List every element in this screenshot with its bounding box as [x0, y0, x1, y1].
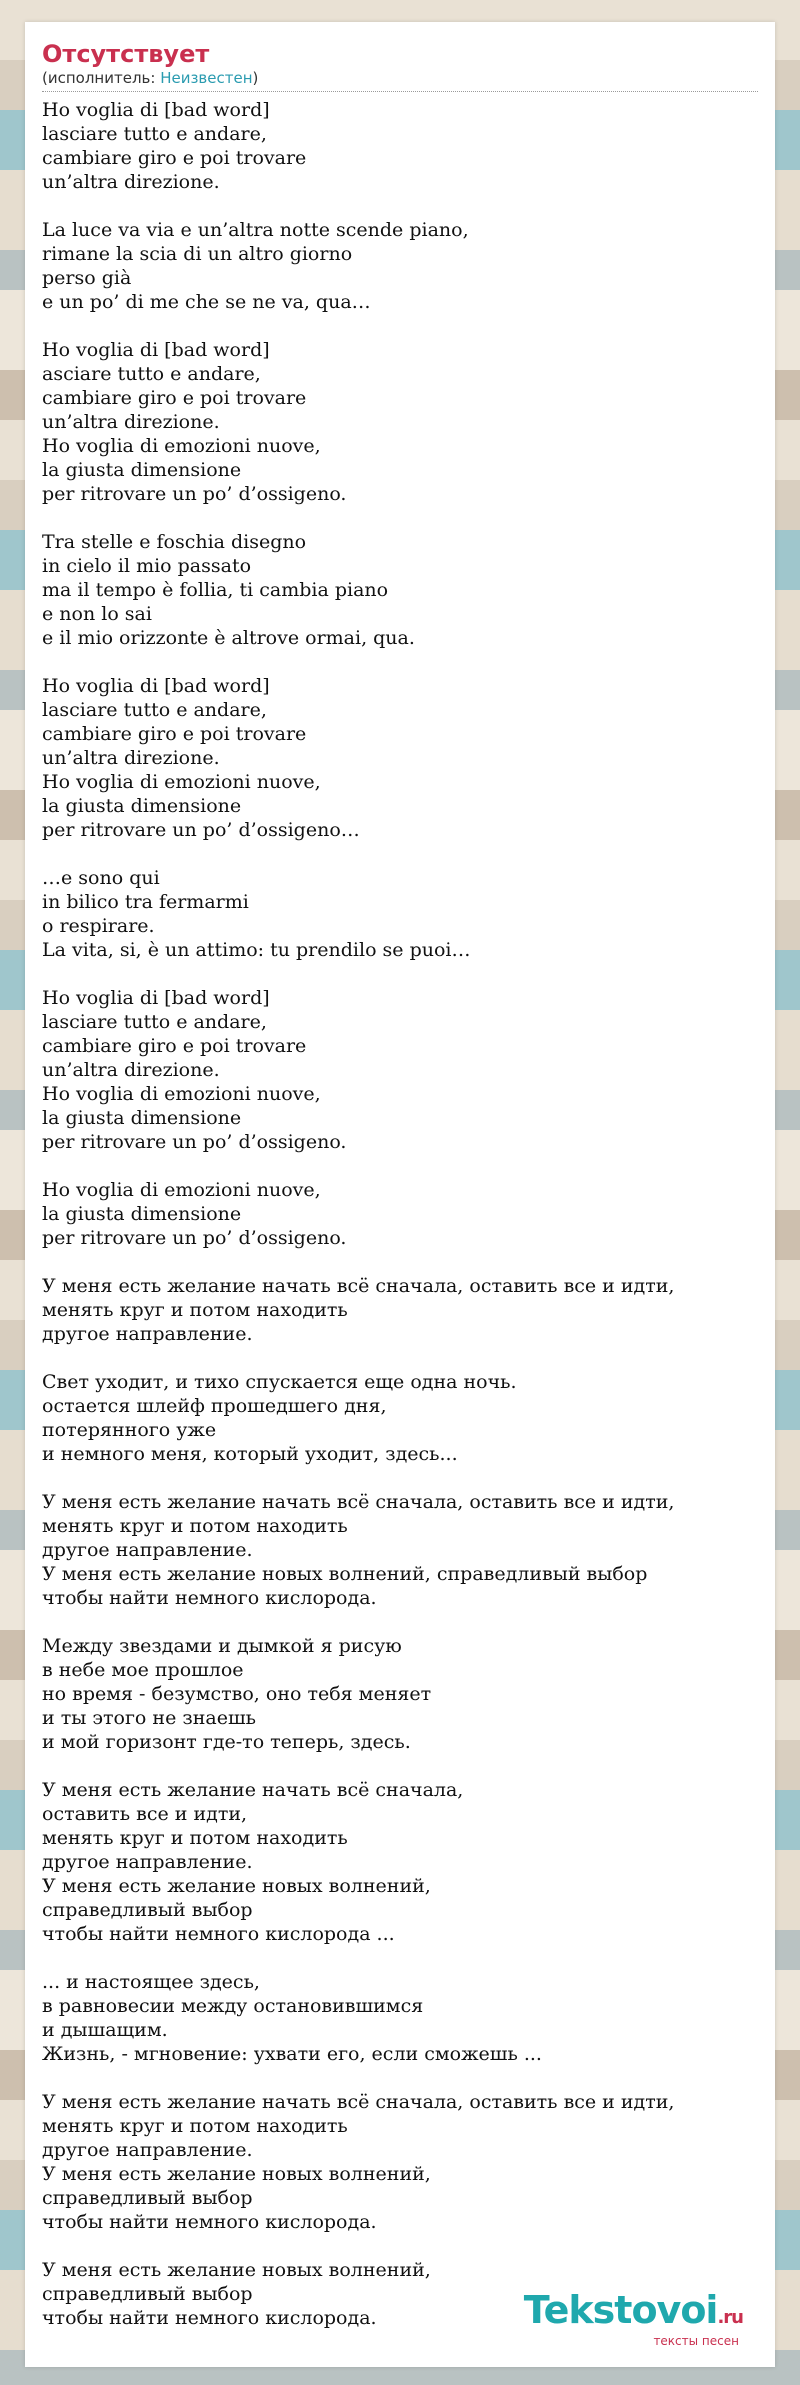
lyrics-card — [25, 22, 775, 2367]
artist-prefix: (исполнитель: — [42, 69, 161, 87]
artist-line — [42, 68, 758, 92]
logo-main-text: Tekstovoi — [523, 2288, 718, 2332]
artist-link[interactable]: Неизвестен — [160, 69, 253, 87]
artist-suffix: ) — [252, 69, 259, 87]
logo-tld: .ru — [717, 2307, 743, 2328]
logo-wordmark — [523, 2288, 743, 2337]
lyrics-text: Ho voglia di [bad word] lasciare tutto e andare, cambiare giro e poi trovare un’altra direzione. La luce va via e un’altra notte scende piano, rimane la scia di un altro giorno perso già e un po’ di me che se ne va, qua… Ho voglia di [bad word] asciare tutto e andare, cambiare giro e poi trovare un’altra direzione. Ho voglia di emozioni nuove, la giusta dimensione per ritrovare un po’ d’ossigeno. Tra stelle e foschia disegno in cielo il mio passato ma il tempo è follia, ti cambia piano e non lo sai e il mio orizzonte è altrove ormai, qua. Ho voglia di [bad word] lasciare tutto e andare, cambiare giro e poi trovare un’altra direzione. Ho voglia di emozioni nuove, la giusta dimensione per ritrovare un po’ d’ossigeno… …e sono qui in bilico tra fermarmi o respirare. La vita, si, è un attimo: tu prendilo se puoi… Ho voglia di [bad word] lasciare tutto e andare, cambiare giro e poi trovare un’altra direzione. Ho voglia di emozioni nuove, la giusta dimensione per ritrovare un po’ d’ossigeno. Ho voglia di emozioni nuove, la giusta dimensione per ritrovare un po’ d’ossigeno. У меня есть желание начать всё сначала, оставить все и идти, менять круг и потом находить другое направление. Свет уходит, и тихо спускается еще одна ночь. остается шлейф прошедшего дня, потерянного уже и немного меня, который уходит, здесь... У меня есть желание начать всё сначала, оставить все и идти, менять круг и потом находить другое направление. У меня есть желание новых волнений, справедливый выбор чтобы найти немного кислорода. Между звездами и дымкой я рисую в небе мое прошлое но время - безумство, оно тебя меняет и ты этого не знаешь и мой горизонт где-то теперь, здесь. У меня есть желание начать всё сначала, оставить все и идти, менять круг и потом находить другое направление. У меня есть желание новых волнений, справедливый выбор чтобы найти немного кислорода ... ... и настоящее здесь, в равновесии между остановившимся и дышащим. Жизнь, - мгновение: ухвати его, если сможешь ... У меня есть желание начать всё сначала, оставить все и идти, менять круг и потом находить другое направление. У меня есть желание новых волнений, справедливый выбор чтобы найти немного кислорода. У меня есть желание новых волнений, справедливый выбор чтобы найти немного кислорода. — [42, 99, 675, 2329]
site-logo[interactable] — [523, 2288, 743, 2348]
song-title: Отсутствует — [42, 40, 210, 68]
logo-subtitle: тексты песен — [653, 2334, 739, 2348]
